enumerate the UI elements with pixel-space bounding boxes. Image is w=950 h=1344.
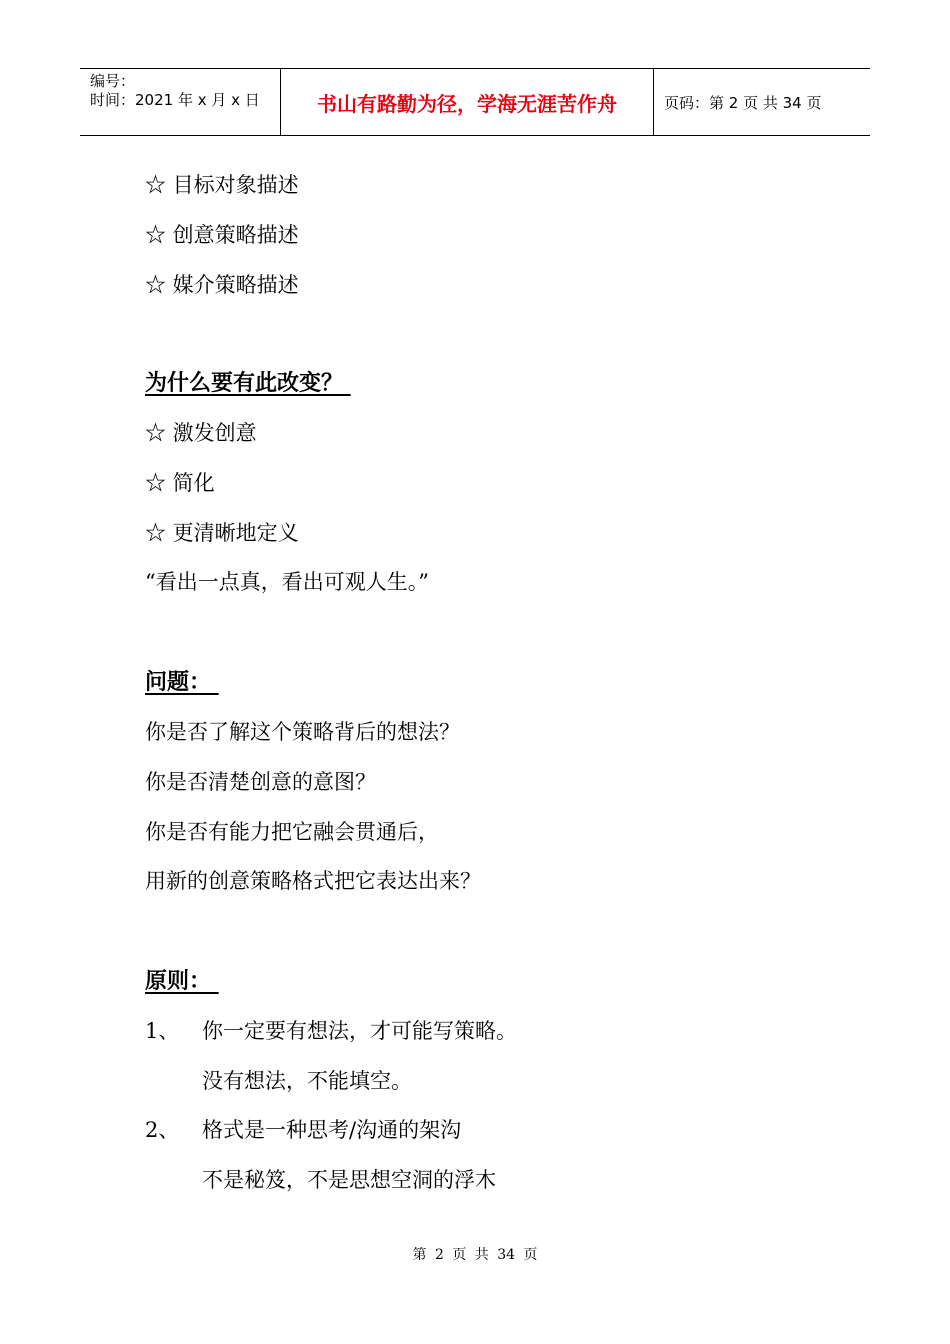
header-motto: 书山有路勤为径，学海无涯苦作舟: [281, 69, 654, 135]
header-meta: [80, 69, 281, 135]
question-line: 用新的创意策略格式把它表达出来？: [145, 869, 481, 893]
bullet-simplify: ☆ 简化: [145, 471, 215, 495]
principle-text: 格式是一种思考/沟通的架沟: [202, 1118, 462, 1142]
bullet-target-audience: ☆ 目标对象描述: [145, 173, 299, 197]
bullet-clearer-definition: ☆ 更清晰地定义: [145, 521, 299, 545]
question-line: 你是否有能力把它融会贯通后，: [145, 820, 439, 844]
date-label: 时间：2021 年 x 月 x 日: [90, 91, 260, 109]
page-footer: 第 2 页 共 34 页: [412, 1247, 538, 1263]
bullet-inspire-creativity: ☆ 激发创意: [145, 421, 257, 445]
question-line: 你是否清楚创意的意图？: [145, 770, 376, 794]
number-label: 编号：: [90, 72, 136, 90]
heading-questions: 问题：: [145, 670, 219, 695]
heading-principles: 原则：: [145, 969, 219, 994]
quote-line: “看出一点真，看出可观人生。”: [145, 570, 429, 594]
bullet-media-strategy: ☆ 媒介策略描述: [145, 273, 299, 297]
principle-subtext: 没有想法，不能填空。: [202, 1069, 412, 1093]
header-page-info: 页码：第 2 页 共 34 页: [664, 93, 822, 112]
heading-why-change: 为什么要有此改变？: [145, 371, 351, 396]
principle-subtext: 不是秘笈，不是思想空洞的浮木: [202, 1168, 496, 1192]
question-line: 你是否了解这个策略背后的想法？: [145, 720, 460, 744]
bullet-creative-strategy: ☆ 创意策略描述: [145, 223, 299, 247]
principle-number: 2、: [145, 1118, 180, 1142]
page-header: [80, 68, 870, 136]
principle-number: 1、: [145, 1019, 180, 1043]
principle-text: 你一定要有想法，才可能写策略。: [202, 1019, 517, 1043]
